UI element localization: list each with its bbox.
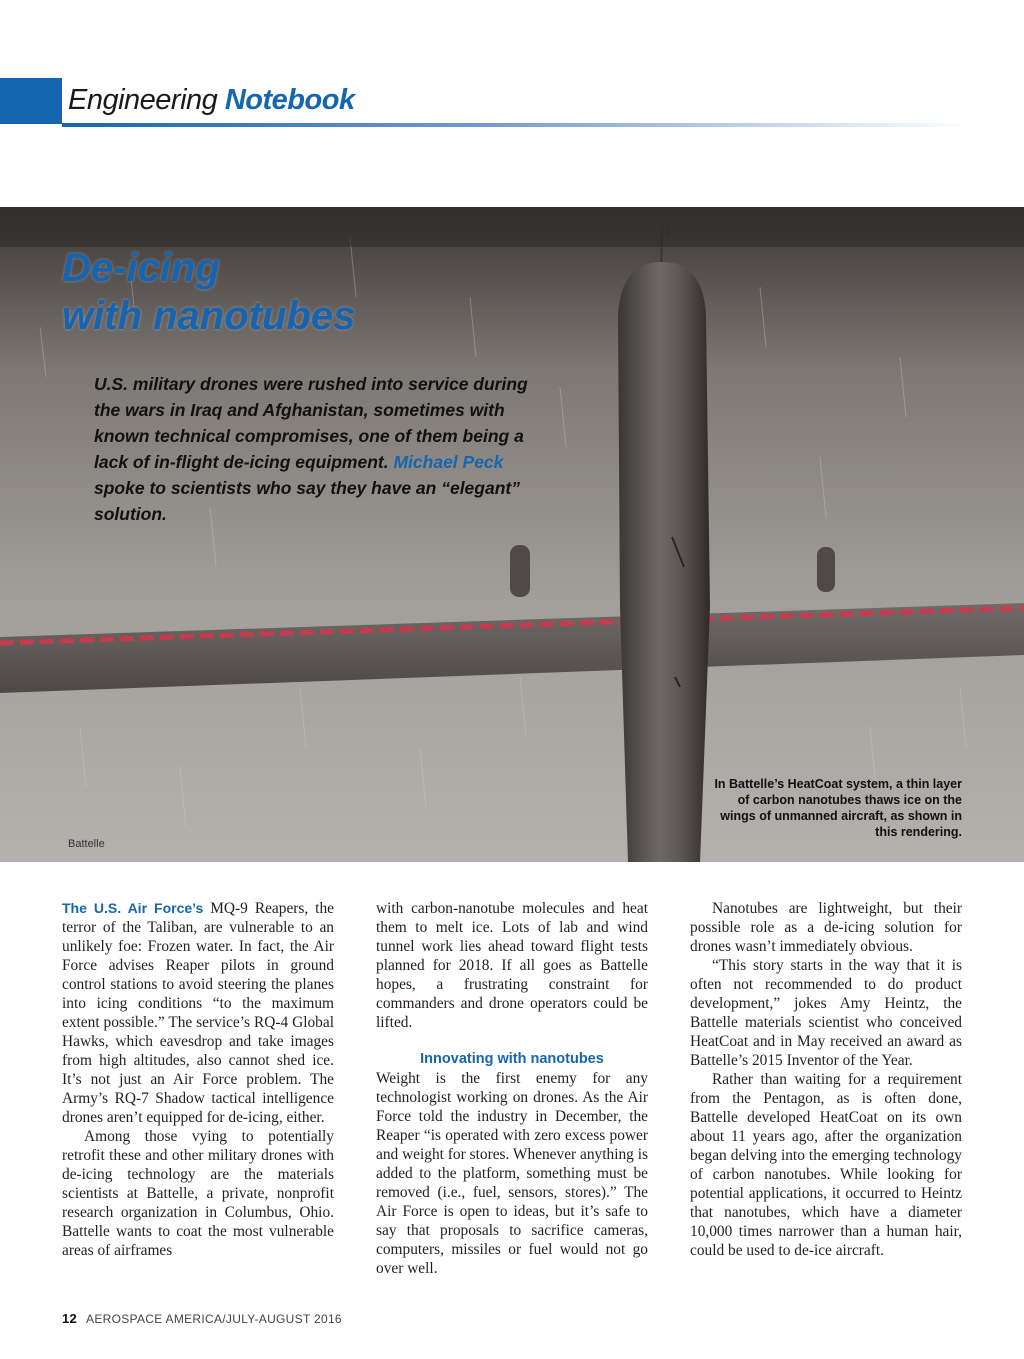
headline-line-2: with nanotubes: [62, 294, 356, 338]
section-title: [68, 80, 355, 120]
article-column-1: [62, 899, 334, 1260]
paragraph: with carbon-nanotube molecules and heat them to melt ice. Lots of lab and wind tunnel work lies ahead toward flight tests planned for 2018. If all goes as Battelle hopes, a frustrating constraint for commanders and drone operators could be lifted.: [376, 900, 648, 1031]
lead-in: The U.S. Air Force’s: [62, 900, 204, 916]
section-color-bar: [0, 78, 62, 124]
headline-line-1: De-icing: [62, 246, 220, 290]
paragraph: Weight is the first enemy for any technologist working on drones. As the Air Force told the industry in December, the Reaper “is operated with zero excess power and weight for stores. Whenever anything is added to the platform, something must be removed (i.e., fuel, sensors, stores).” The Air Force is open to ideas, but it’s safe to say that proposals to sacrifice cameras, computers, missiles or fuel would not go over well.: [376, 1070, 648, 1277]
image-credit: Battelle: [68, 838, 105, 850]
paragraph: [62, 899, 334, 1127]
paragraph: Nanotubes are lightweight, but their possible role as a de-icing solution for drones wasn’t immediately obvious.: [690, 900, 962, 955]
article-column-2: [376, 899, 648, 1278]
paragraph: “This story starts in the way that it is often not recommended to do product development,” jokes Amy Heintz, the Battelle materials scientist who conceived HeatCoat and in May received an award as Battelle’s 2015 Inventor of the Year.: [690, 957, 962, 1069]
article-column-3: [690, 899, 962, 1260]
section-rule: [62, 123, 972, 127]
page-number: 12: [62, 1311, 78, 1326]
article-headline: [62, 244, 355, 340]
deck-text-end: spoke to scientists who say they have an “elegant” solution.: [94, 478, 520, 524]
article-deck: [94, 371, 534, 527]
deck-text: U.S. military drones were rushed into service during the wars in Iraq and Afghanistan, sometimes with known technical compromises, one of them being a lack of in-flight de-icing equipment.: [94, 374, 528, 472]
deck-author: Michael Peck: [393, 452, 504, 472]
paragraph: Among those vying to potentially retrofit these and other military drones with de-icing technology are the materials scientists at Battelle, a private, nonprofit research organization in Columbus, Ohio. Battelle wants to coat the most vulnerable areas of airframes: [62, 1128, 334, 1259]
image-caption: In Battelle’s HeatCoat system, a thin layer of carbon nanotubes thaws ice on the wings of unmanned aircraft, as shown in this rendering.: [714, 777, 962, 839]
publication-name: AEROSPACE AMERICA/JULY-AUGUST 2016: [86, 1312, 342, 1326]
page-footer: [62, 1311, 342, 1326]
subhead: Innovating with nanotubes: [420, 1051, 604, 1067]
section-title-light: Engineering: [68, 84, 218, 116]
paragraph: Rather than waiting for a requirement from the Pentagon, as is often done, Battelle developed HeatCoat on its own about 11 years ago, after the organization began delving into the emerging technology of carbon nanotubes. While looking for potential applications, it occurred to Heintz that nanotubes, which have a diameter 10,000 times narrower than a human hair, could be used to de-ice aircraft.: [690, 1071, 962, 1259]
section-title-strong: Notebook: [224, 84, 355, 116]
paragraph-text: MQ-9 Reapers, the terror of the Taliban, are vulnerable to an unlikely foe: Frozen water. In fact, the Air Force advises Reaper pilots in ground control stations to avoid steering the planes into icing conditions “to the maximum extent possible.” The service’s RQ-4 Global Hawks, which eavesdrop and take images from high altitudes, also cannot shed ice. It’s not just an Air Force problem. The Army’s RQ-7 Shadow tactical intelligence drones aren’t equipped for de-icing, either.: [62, 900, 334, 1126]
